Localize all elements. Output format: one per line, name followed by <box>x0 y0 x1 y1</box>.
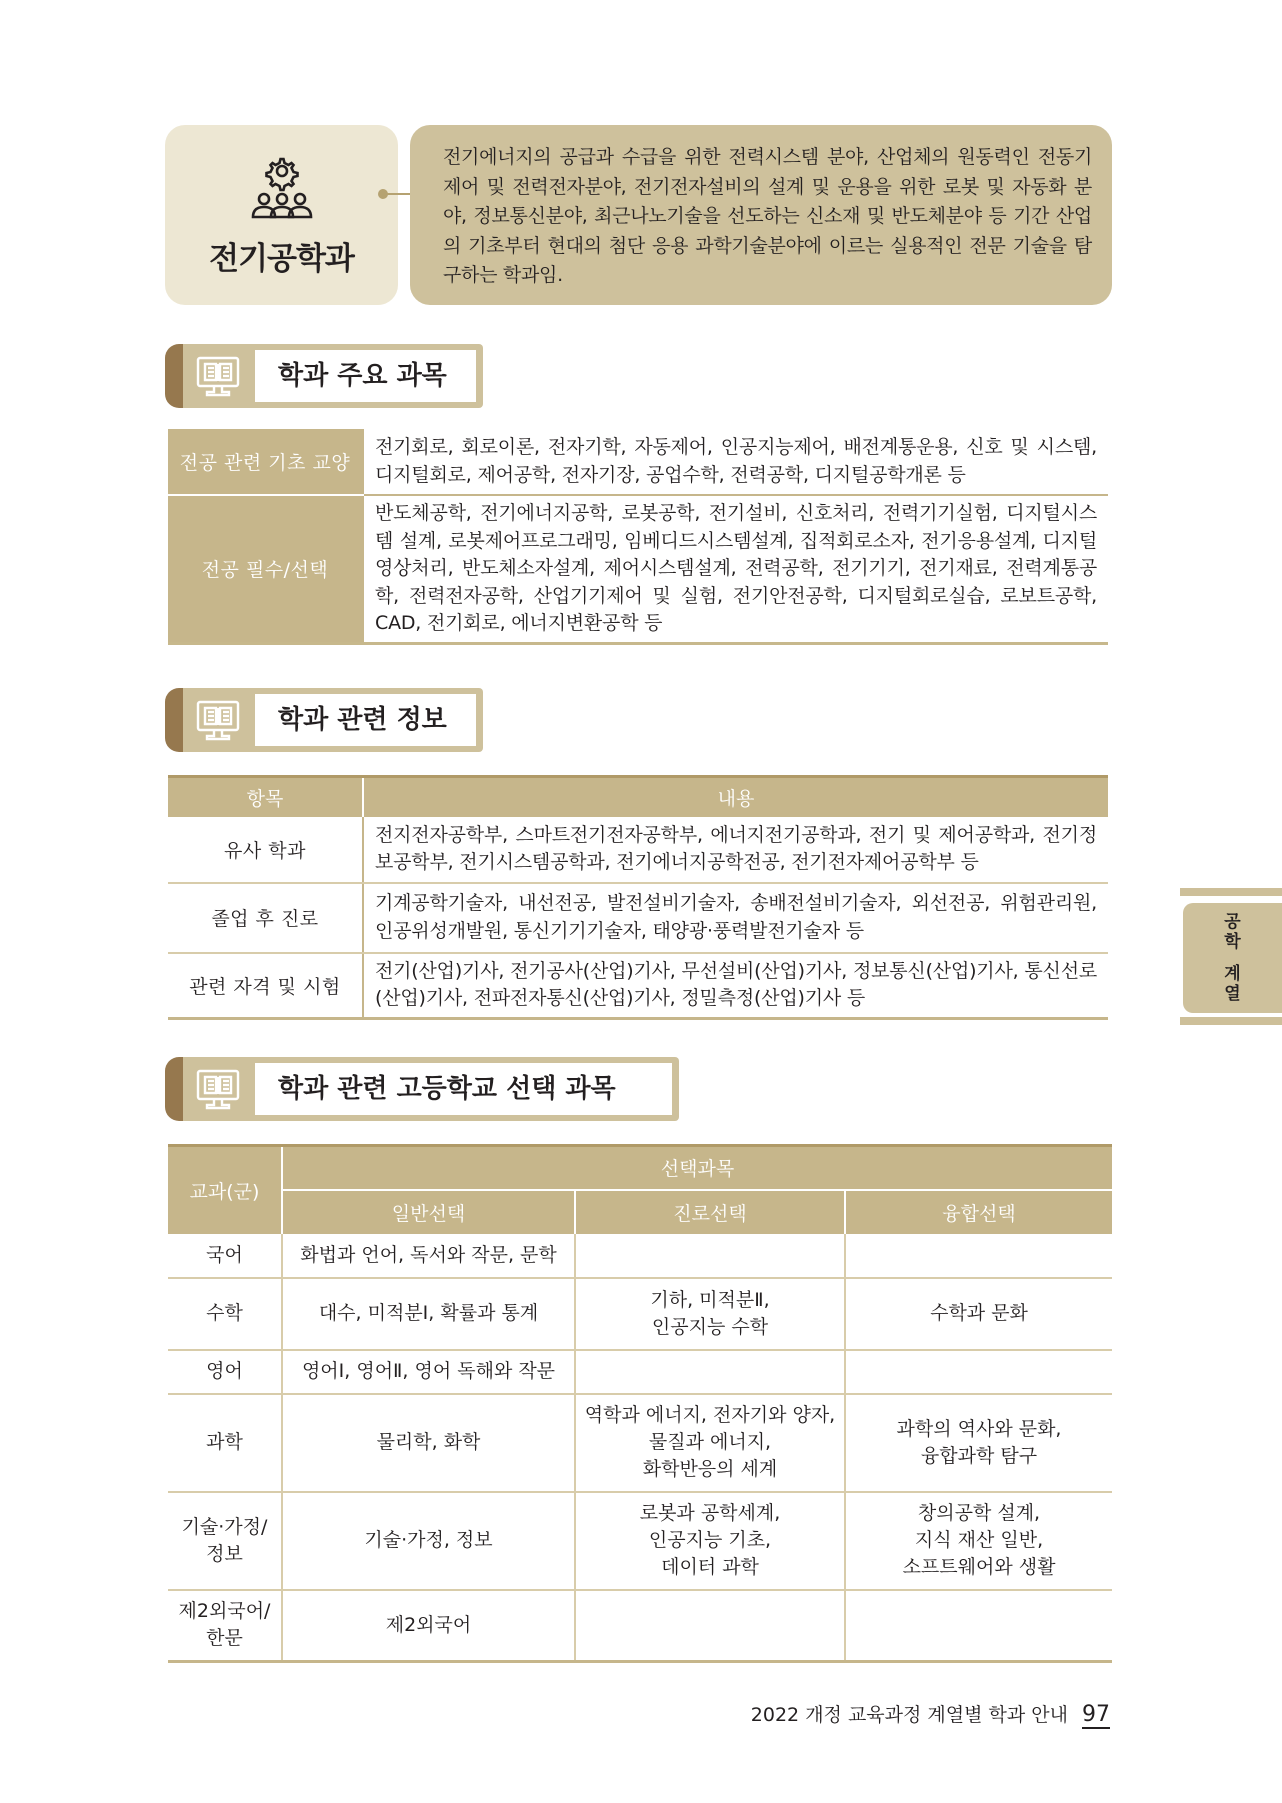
table-row <box>168 1350 1112 1394</box>
section-title-label: 학과 관련 고등학교 선택 과목 <box>278 1074 616 1104</box>
career-cell <box>575 1234 845 1278</box>
row-content: 전기회로, 회로이론, 전자기학, 자동제어, 인공지능제어, 배전계통운용, 신호 및 시스템, 디지털회로, 제어공학, 전자기장, 공업수학, 전력공학, 디지털공학개론 등 <box>363 429 1108 495</box>
row-content: 기계공학기술자, 내선전공, 발전설비기술자, 송배전설비기술자, 외선전공, 위험관리원, 인공위성개발원, 통신기기기술자, 태양광·풍력발전기술자 등 <box>363 883 1108 953</box>
table-row <box>168 883 1108 953</box>
career-cell <box>575 1350 845 1394</box>
section-title-label: 학과 주요 과목 <box>278 361 447 391</box>
book-monitor-icon <box>195 698 241 744</box>
table-row <box>168 495 1108 643</box>
row-content: 전기(산업)기사, 전기공사(산업)기사, 무선설비(산업)기사, 정보통신(산업)기사, 통신선로(산업)기사, 전파전자통신(산업)기사, 정밀측정(산업)기사 등 <box>363 953 1108 1019</box>
side-tab-top-line <box>1180 888 1282 896</box>
row-content: 전지전자공학부, 스마트전기전자공학부, 에너지전기공학과, 전기 및 제어공학과, 전기정보공학부, 전기시스템공학과, 전기에너지공학전공, 전기전자제어공학부 등 <box>363 817 1108 883</box>
row-content: 반도체공학, 전기에너지공학, 로봇공학, 전기설비, 신호처리, 전력기기실험, 디지털시스템 설계, 로봇제어프로그래밍, 임베디드시스템설계, 집적회로소자, 전기응용설계, 디지털영상처리, 반도체소자설계, 제어시스템설계, 전력공학, 전기기기, 전기재료, 전력계통공학, 전력전자공학, 산업기기제어 및 실험, 전기안전공학, 디지털회로실습, 로보트공학, CAD, 전기회로, 에너지변환공학 등 <box>363 495 1108 643</box>
table-row <box>168 953 1108 1019</box>
table-row <box>168 1234 1112 1278</box>
header-content: 내용 <box>363 777 1108 817</box>
header-career: 진로선택 <box>575 1190 845 1234</box>
side-tab-char: 학 <box>1224 932 1241 952</box>
side-tab-engineering <box>1183 903 1282 1013</box>
section-title-hs-courses <box>165 1057 679 1121</box>
subject-cell: 기술·가정/ 정보 <box>168 1492 282 1590</box>
general-cell: 기술·가정, 정보 <box>282 1492 575 1590</box>
table-row <box>168 1278 1112 1350</box>
gear-people-icon <box>250 153 314 223</box>
page-number: 97 <box>1082 1702 1110 1727</box>
department-badge <box>165 125 398 305</box>
subject-cell: 제2외국어/ 한문 <box>178 1600 271 1650</box>
general-cell: 영어Ⅰ, 영어Ⅱ, 영어 독해와 작문 <box>282 1350 575 1394</box>
general-cell: 제2외국어 <box>282 1590 575 1662</box>
table-row <box>168 1492 1112 1590</box>
career-cell: 로봇과 공학세계, 인공지능 기초, 데이터 과학 <box>575 1492 845 1590</box>
related-info-table <box>168 775 1108 1020</box>
section-title-label: 학과 관련 정보 <box>278 705 447 735</box>
fusion-cell: 과학의 역사와 문화, 융합과학 탐구 <box>845 1394 1112 1492</box>
header-fusion: 융합선택 <box>845 1190 1112 1234</box>
subject-cell: 영어 <box>168 1350 282 1394</box>
book-monitor-icon <box>195 1067 241 1113</box>
general-cell: 대수, 미적분Ⅰ, 확률과 통계 <box>282 1278 575 1350</box>
fusion-cell <box>845 1590 1112 1662</box>
header-elective-group: 선택과목 <box>282 1146 1112 1190</box>
general-cell: 화법과 언어, 독서와 작문, 문학 <box>282 1234 575 1278</box>
book-monitor-icon <box>195 354 241 400</box>
subject-cell: 국어 <box>168 1234 282 1278</box>
header-general: 일반선택 <box>282 1190 575 1234</box>
table-row <box>168 1394 1112 1492</box>
footer-text: 2022 개정 교육과정 계열별 학과 안내 <box>750 1704 1068 1726</box>
fusion-cell <box>845 1350 1112 1394</box>
row-label: 전공 필수/선택 <box>168 495 363 643</box>
row-label: 유사 학과 <box>168 817 363 883</box>
side-tab-bottom-line <box>1180 1017 1282 1025</box>
row-label: 관련 자격 및 시험 <box>189 975 341 998</box>
side-tab-char: 공 <box>1224 912 1241 932</box>
table-row <box>168 817 1108 883</box>
department-name: 전기공학과 <box>209 240 354 277</box>
side-tab-char: 열 <box>1224 984 1241 1004</box>
page-footer <box>751 1700 1110 1727</box>
header-item: 항목 <box>168 777 363 817</box>
section-title-main-courses <box>165 344 483 408</box>
subject-cell: 수학 <box>168 1278 282 1350</box>
general-cell: 물리학, 화학 <box>282 1394 575 1492</box>
hs-courses-table <box>168 1144 1112 1663</box>
career-cell: 역학과 에너지, 전자기와 양자, 물질과 에너지, 화학반응의 세계 <box>575 1394 845 1492</box>
main-courses-table <box>168 429 1108 645</box>
fusion-cell <box>845 1234 1112 1278</box>
section-title-related-info <box>165 688 483 752</box>
subject-cell: 과학 <box>168 1394 282 1492</box>
side-tab-char: 계 <box>1224 964 1241 984</box>
header-subject: 교과(군) <box>168 1146 282 1234</box>
career-cell: 기하, 미적분Ⅱ, 인공지능 수학 <box>575 1278 845 1350</box>
department-description: 전기에너지의 공급과 수급을 위한 전력시스템 분야, 산업체의 원동력인 전동기 제어 및 전력전자분야, 전기전자설비의 설계 및 운용을 위한 로봇 및 자동화 분야, 정보통신분야, 최근나노기술을 선도하는 신소재 및 반도체분야 등 기간 산업의 기초부터 현대의 첨단 응용 과학기술분야에 이르는 실용적인 전문 기술을 탐구하는 학과임. <box>410 125 1112 305</box>
row-label: 졸업 후 진로 <box>168 883 363 953</box>
fusion-cell: 창의공학 설계, 지식 재산 일반, 소프트웨어와 생활 <box>845 1492 1112 1590</box>
career-cell <box>575 1590 845 1662</box>
table-row <box>168 429 1108 495</box>
fusion-cell: 수학과 문화 <box>845 1278 1112 1350</box>
row-label: 전공 관련 기초 교양 <box>168 429 363 495</box>
table-row <box>168 1590 1112 1662</box>
